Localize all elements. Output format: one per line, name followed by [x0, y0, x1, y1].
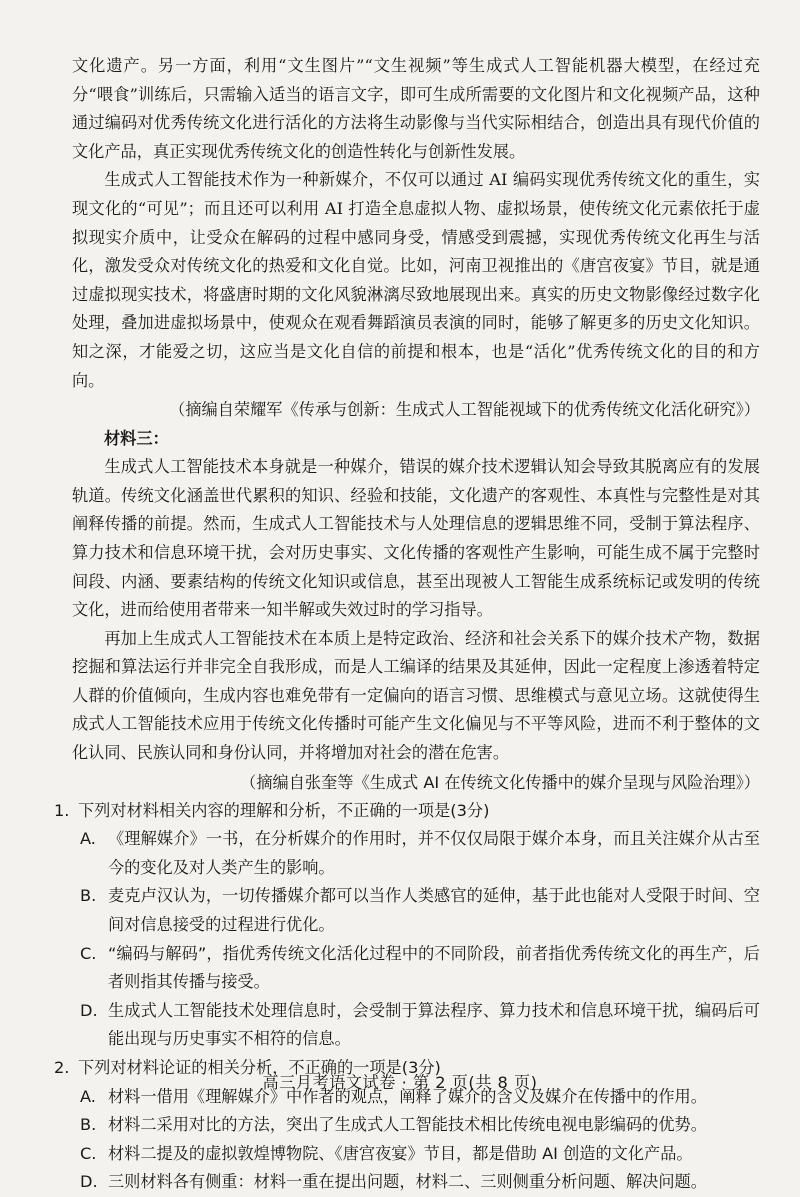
option-text: 三则材料各有侧重：材料一重在提出问题，材料二、三则侧重分析问题、解决问题。	[108, 1172, 707, 1192]
option-c	[80, 940, 760, 997]
option-b	[80, 1111, 760, 1140]
option-text: 《理解媒介》一书，在分析媒介的作用时，并不仅仅局限于媒介本身，而且关注媒介从古至今的变化及对人类产生的影响。	[108, 829, 760, 877]
option-text: 材料二提及的虚拟敦煌博物院、《唐宫夜宴》节目，都是借助 AI 创造的文化产品。	[108, 1143, 693, 1163]
material3-source: （摘编自张奎等《生成式 AI 在传统文化传播中的媒介呈现与风险治理》）	[240, 772, 760, 792]
material2-paragraph-2: 生成式人工智能技术作为一种新媒介，不仅可以通过 AI 编码实现优秀传统文化的重生，实现文化的“可见”；而且还可以利用 AI 打造全息虚拟人物、虚拟场景，使传统文化元素依托于虚拟现实介质中，让受众在解码的过程中感同身受，情感受到震撼，实现优秀传统文化再生与活化，激发受众对传统文化的热爱和文化自觉。比如，河南卫视推出的《唐宫夜宴》节目，就是通过虚拟现实技术，将盛唐时期的文化风貌淋漓尽致地展现出来。真实的历史文物影像经过数字化处理，叠加进虚拟场景中，使观众在观看舞蹈演员表演的同时，能够了解更多的历史文化知识。知之深，才能爱之切，这应当是文化自信的前提和根本，也是“活化”优秀传统文化的目的和方向。	[72, 170, 760, 390]
question-number: 1.	[54, 800, 70, 820]
option-text: “编码与解码”，指优秀传统文化活化过程中的不同阶段，前者指优秀传统文化的再生产，后者则指其传播与接受。	[108, 943, 760, 992]
option-letter: B.	[80, 886, 97, 906]
option-letter: A.	[80, 1086, 96, 1106]
question-number: 2.	[54, 1058, 70, 1077]
option-text: 生成式人工智能技术处理信息时，会受制于算法程序、算力技术和信息环境干扰，编码后可能出现与历史事实不相符的信息。	[108, 1000, 760, 1049]
option-letter: C.	[80, 1143, 97, 1163]
question-stem: 下列对材料论证的相关分析，不正确的一项是(3分)	[78, 1058, 441, 1077]
material2-source: （摘编自荣耀军《传承与创新：生成式人工智能视域下的优秀传统文化活化研究》）	[169, 400, 760, 420]
option-text: 材料二采用对比的方法，突出了生成式人工智能技术相比传统电视电影编码的优势。	[108, 1115, 707, 1135]
question-stem: 下列对材料相关内容的理解和分析，不正确的一项是(3分)	[78, 800, 490, 820]
material2-paragraph-1: 文化遗产。另一方面，利用“文生图片”“文生视频”等生成式人工智能机器大模型，在经过充分“喂食”训练后，只需输入适当的语言文字，即可生成所需要的文化图片和文化视频产品，这种通过编码对优秀传统文化进行活化的方法将生动影像与当代实际相结合，创造出具有现代价值的文化产品，真正实现优秀传统文化的创造性转化与创新性发展。	[72, 56, 760, 161]
option-a	[80, 825, 760, 882]
option-letter: D.	[80, 1172, 98, 1192]
option-d	[80, 1168, 760, 1197]
option-text: 材料一借用《理解媒介》中作者的观点，阐释了媒介的含义及媒介在传播中的作用。	[108, 1086, 707, 1106]
option-letter: D.	[80, 1000, 98, 1020]
question-1	[54, 797, 760, 1054]
material3-heading: 材料三：	[104, 429, 169, 449]
option-c	[80, 1140, 760, 1169]
option-d	[80, 997, 760, 1054]
material3-paragraph-1: 生成式人工智能技术本身就是一种媒介，错误的媒介技术逻辑认知会导致其脱离应有的发展轨道。传统文化涵盖世代累积的知识、经验和技能，文化遗产的客观性、本真性与完整性是对其阐释传播的前提。然而，生成式人工智能技术与人处理信息的逻辑思维不同，受制于算法程序、算力技术和信息环境干扰，会对历史事实、文化传播的客观性产生影响，可能生成不属于完整时间段、内涵、要素结构的传统文化知识或信息，甚至出现被人工智能生成系统标记或发明的传统文化，进而给使用者带来一知半解或失效过时的学习指导。	[72, 457, 760, 620]
option-letter: A.	[80, 829, 96, 849]
page-footer: 高三月考语文试卷 · 第 2 页(共 8 页)	[262, 1073, 538, 1092]
material3-paragraph-2: 再加上生成式人工智能技术在本质上是特定政治、经济和社会关系下的媒介技术产物，数据挖掘和算法运行并非完全自我形成，而是人工编译的结果及其延伸，因此一定程度上渗透着特定人群的价值倾向，生成内容也难免带有一定偏向的语言习惯、思维模式与意见立场。这就使得生成式人工智能技术应用于传统文化传播时可能产生文化偏见与不平等风险，进而不利于整体的文化认同、民族认同和身份认同，并将增加对社会的潜在危害。	[72, 628, 760, 763]
option-text: 麦克卢汉认为，一切传播媒介都可以当作人类感官的延伸，基于此也能对人受限于时间、空间对信息接受的过程进行优化。	[108, 886, 760, 935]
option-b	[80, 882, 760, 939]
option-letter: B.	[80, 1115, 97, 1135]
option-letter: C.	[80, 943, 97, 963]
